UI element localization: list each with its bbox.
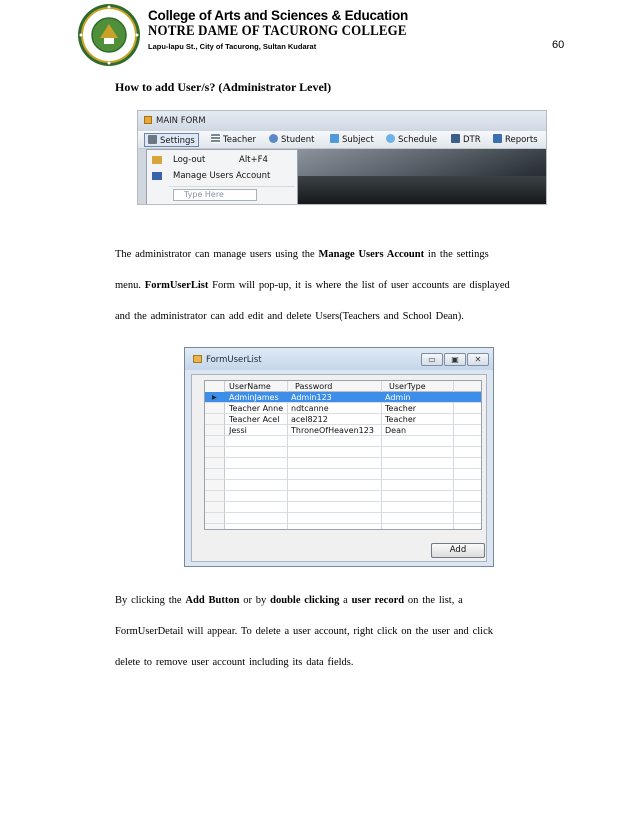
cell-usertype[interactable]: Teacher — [385, 404, 417, 413]
users-icon — [152, 172, 162, 180]
people-icon — [269, 134, 278, 143]
user-grid[interactable] — [204, 380, 482, 530]
menu-subject[interactable] — [327, 133, 377, 147]
logout-icon — [152, 156, 162, 164]
cell-password[interactable]: ndtcanne — [291, 404, 329, 413]
empty-row — [205, 491, 481, 502]
menu-student[interactable] — [266, 133, 317, 147]
menu-settings[interactable] — [144, 133, 199, 147]
form-user-list-window — [184, 347, 494, 567]
main-form-screenshot — [137, 110, 547, 205]
menu-item-manage-users[interactable] — [147, 169, 297, 183]
cell-password[interactable]: Admin123 — [291, 393, 332, 402]
table-row[interactable] — [205, 392, 481, 403]
menu-label: DTR — [463, 135, 481, 145]
paragraph-1-line-1: The administrator can manage users using the Manage Users Account in the settings — [115, 249, 489, 260]
logout-label: Log-out — [173, 155, 206, 165]
cell-usertype[interactable]: Dean — [385, 426, 407, 435]
empty-row — [205, 480, 481, 491]
section-heading: How to add User/s? (Administrator Level) — [115, 80, 332, 94]
cell-username[interactable]: AdminJames — [229, 393, 279, 402]
server-icon — [451, 134, 460, 143]
paragraph-1-line-3: and the administrator can add edit and delete Users(Teachers and School Dean). — [115, 311, 464, 322]
cell-password[interactable]: acel8212 — [291, 415, 328, 424]
menu-schedule[interactable] — [383, 133, 440, 147]
menu-label: Settings — [160, 136, 195, 146]
paragraph-2-line-1: By clicking the Add Button or by double clicking a user record on the list, a — [115, 595, 463, 606]
cell-username[interactable]: Teacher Acel — [229, 415, 280, 424]
window-icon — [193, 355, 202, 363]
main-form-titlebar — [138, 111, 546, 131]
cell-username[interactable]: Teacher Anne — [229, 404, 284, 413]
cell-usertype[interactable]: Admin — [385, 393, 411, 402]
cell-password[interactable]: ThroneOfHeaven123 — [291, 426, 374, 435]
paragraph-1-line-2: menu. FormUserList Form will pop-up, it is where the list of user accounts are displayed — [115, 280, 510, 291]
grid-header — [205, 381, 481, 392]
menu-separator — [169, 186, 295, 187]
empty-row — [205, 447, 481, 458]
cloud-icon — [386, 134, 395, 143]
college-department-name: College of Arts and Sciences & Education — [148, 8, 409, 23]
column-header-usertype[interactable]: UserType — [389, 382, 426, 391]
page-number: 60 — [552, 39, 565, 51]
menu-dtr[interactable] — [448, 133, 484, 147]
maximize-button[interactable]: ▣ — [444, 353, 466, 366]
cell-usertype[interactable]: Teacher — [385, 415, 417, 424]
paragraph-2-line-3: delete to remove user account including its data fields. — [115, 657, 354, 668]
logout-shortcut: Alt+F4 — [239, 155, 268, 165]
column-header-password[interactable]: Password — [295, 382, 333, 391]
empty-row — [205, 436, 481, 447]
table-row[interactable] — [205, 414, 481, 425]
form-user-list-title: FormUserList — [206, 355, 262, 365]
list-icon — [211, 134, 220, 143]
menu-label: Schedule — [398, 135, 438, 145]
table-row[interactable] — [205, 425, 481, 436]
empty-row — [205, 469, 481, 480]
wrench-icon — [148, 135, 157, 144]
window-icon — [144, 116, 152, 124]
menu-label: Reports — [505, 135, 538, 145]
college-address: Lapu-lapu St., City of Tacurong, Sultan Kudarat — [148, 42, 317, 51]
college-seal-logo — [76, 2, 142, 68]
main-form-title: MAIN FORM — [156, 116, 206, 126]
empty-row — [205, 502, 481, 513]
form-user-list-body — [191, 374, 487, 562]
column-header-username[interactable]: UserName — [229, 382, 271, 391]
menu-type-here-input[interactable]: Type Here — [173, 189, 257, 201]
minimize-button[interactable]: ▭ — [421, 353, 443, 366]
puzzle-icon — [330, 134, 339, 143]
menu-teacher[interactable] — [208, 133, 259, 147]
menu-reports[interactable] — [490, 133, 541, 147]
cell-username[interactable]: Jessi — [229, 426, 247, 435]
menu-item-logout[interactable] — [147, 153, 297, 167]
settings-dropdown — [146, 149, 298, 205]
manage-users-label: Manage Users Account — [173, 171, 271, 181]
table-row[interactable] — [205, 403, 481, 414]
paragraph-2-line-2: FormUserDetail will appear. To delete a user account, right click on the user and click — [115, 626, 493, 637]
menu-bar — [138, 131, 546, 149]
background-image — [293, 149, 546, 204]
empty-row — [205, 513, 481, 524]
menu-label: Teacher — [223, 135, 256, 145]
menu-label: Student — [281, 135, 315, 145]
menu-label: Subject — [342, 135, 374, 145]
college-name: NOTRE DAME OF TACURONG COLLEGE — [148, 23, 407, 39]
document-icon — [493, 134, 502, 143]
current-row-indicator: ▶ — [212, 394, 217, 401]
empty-row — [205, 458, 481, 469]
close-button[interactable]: ✕ — [467, 353, 489, 366]
add-button[interactable]: Add — [431, 543, 485, 558]
